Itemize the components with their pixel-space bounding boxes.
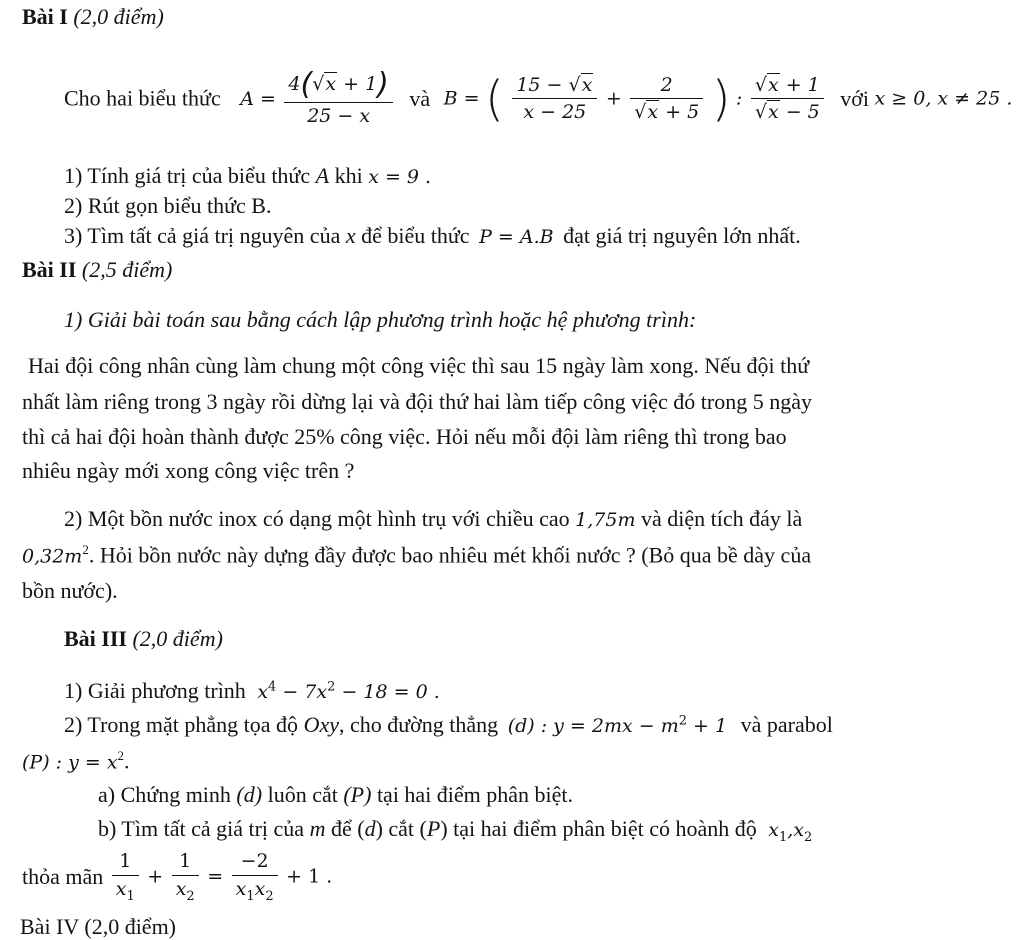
- bai2-q1-heading: 1) Giải bài toán sau bằng cách lập phương trình hoặc hệ phương trình:: [64, 307, 697, 332]
- bai1-q1: 1) Tính giá trị của biểu thức A khi x = 9 .: [64, 163, 432, 188]
- bai1-points: (2,0 điểm): [73, 4, 164, 29]
- bai3-qb: b) Tìm tất cả giá trị của m để (d) cắt (P) tại hai điểm phân biệt có hoành độ $x_1,x_2$: [98, 816, 813, 845]
- expr-A-fraction: [284, 67, 392, 128]
- frac-one-over-x2: $\frac{1}{x_2}$: [172, 850, 199, 904]
- bai3-title: Bài III: [64, 626, 127, 651]
- frac-minus2-over-x1x2: $\frac{-2}{x_1x_2}$: [232, 850, 278, 904]
- expr-B-paren-open: (: [485, 70, 504, 127]
- bai3-qa: a) Chứng minh (d) luôn cắt (P) tại hai điểm phân biệt.: [98, 782, 574, 807]
- bai1-expressions: Cho hai biểu thức A = $\frac{4(√x + 1)}{25 - x}$ và B = ( $\frac{15 - √x}{x - 25}$ + $\frac{2}{√x + 5}$ ) : $\frac{√x + 1}{√x - 5}$ với x ≥ 0, x ≠ 25 .: [64, 67, 1013, 127]
- bai2-title: Bài II: [22, 257, 77, 282]
- with-word: với: [840, 85, 870, 111]
- expr-B-paren-close: ): [711, 70, 731, 127]
- expr-B-lhs: B =: [443, 87, 480, 110]
- and-word: và: [409, 85, 431, 111]
- expr-A-lhs: A =: [240, 87, 276, 110]
- bai1-q2: 2) Rút gọn biểu thức B.: [64, 193, 272, 218]
- bai2-p1-line3: thì cả hai đội hoàn thành được 25% công việc. Hỏi nếu mỗi đội làm riêng thì trong bao: [22, 424, 787, 449]
- expr-A-numerator: 4(√x + 1): [284, 70, 392, 103]
- bai2-p1-line4: nhiêu ngày mới xong công việc trên ?: [22, 458, 355, 483]
- frac-one-over-x1: $\frac{1}{x_1}$: [112, 850, 139, 904]
- bai3-q2-line1: 2) Trong mặt phẳng tọa độ Oxy, cho đường thẳng (d) : $y = 2mx - m^2 + 1$ và parabol: [64, 712, 833, 737]
- bai1-heading: [22, 4, 164, 30]
- bai3-q2-line2: (P) : $y = x^2$.: [22, 748, 130, 774]
- expr-B-fraction-3: $\frac{√x + 1}{√x - 5}$: [751, 74, 824, 125]
- expr-A-denominator: 25 − x: [307, 105, 371, 127]
- expr-B-fraction-1: $\frac{15 - √x}{x - 25}$: [512, 74, 597, 125]
- bai3-points: (2,0 điểm): [132, 626, 223, 651]
- bai3-q1: 1) Giải phương trình $x^4 - 7x^2 - 18 = 0$ .: [64, 678, 440, 703]
- bai3-heading: [64, 626, 223, 652]
- bai2-points: (2,5 điểm): [81, 257, 173, 282]
- bai4-heading-cut: Bài IV (2,0 điểm): [20, 914, 177, 939]
- bai1-intro: Cho hai biểu thức: [64, 85, 221, 111]
- bai2-p1-line1: Hai đội công nhân cùng làm chung một công việc thì sau 15 ngày làm xong. Nếu đội thứ: [28, 353, 810, 378]
- bai2-q2-line1: 2) Một bồn nước inox có dạng một hình trụ với chiều cao 1,75m và diện tích đáy là: [64, 506, 803, 531]
- bai3-qb-condition: thỏa mãn $\frac{1}{x_1}$ + $\frac{1}{x_2}$ = $\frac{-2}{x_1x_2}$ + 1 .: [22, 850, 333, 904]
- expr-B-fraction-2: $\frac{2}{√x + 5}$: [630, 74, 703, 125]
- bai1-title: Bài I: [22, 4, 68, 29]
- bai2-q2-line2: $0,32m^2$. Hỏi bồn nước này dựng đầy được bao nhiêu mét khối nước ? (Bỏ qua bề dày của: [22, 542, 812, 568]
- bai2-heading: [22, 257, 172, 283]
- bai1-q3: 3) Tìm tất cả giá trị nguyên của x để biểu thức P = A.B đạt giá trị nguyên lớn nhất.: [64, 223, 801, 248]
- bai2-p1-line2: nhất làm riêng trong 3 ngày rồi dừng lại và đội thứ hai làm tiếp công việc đó trong 5 ngày: [22, 389, 813, 414]
- bai2-q2-line3: bồn nước).: [22, 578, 118, 603]
- condition: x ≥ 0, x ≠ 25 .: [874, 87, 1013, 110]
